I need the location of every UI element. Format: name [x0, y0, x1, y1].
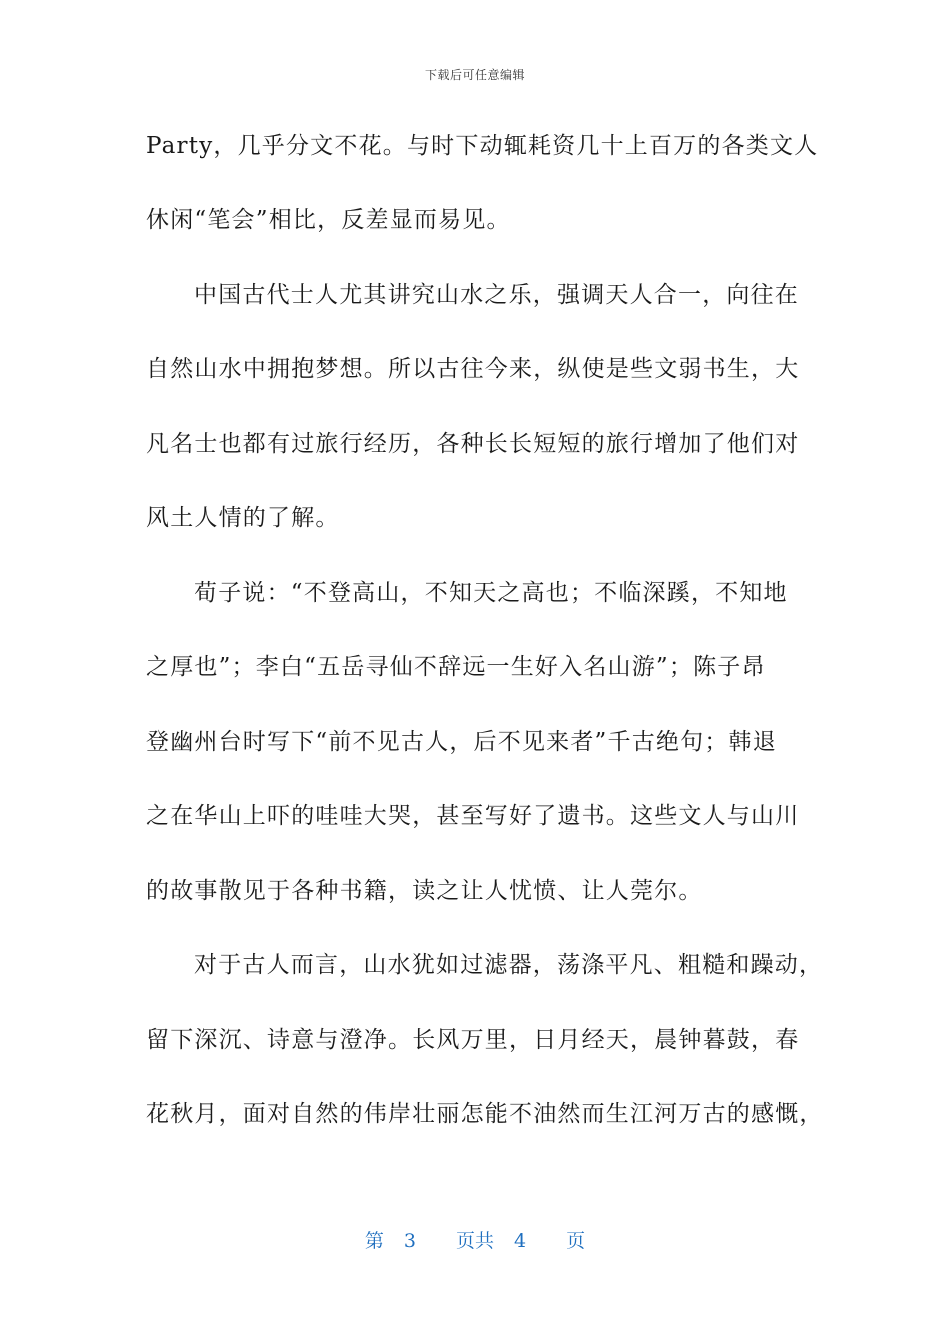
page-header: 下载后可任意编辑 — [424, 68, 525, 82]
text-line: 的故事散见于各种书籍，读之让人忧愤、让人莞尔。 — [146, 878, 703, 904]
current-page-number: 3 — [403, 1230, 416, 1252]
footer-middle: 页共 — [455, 1230, 494, 1252]
text-line: 之厚也”；李白“五岳寻仙不辞远一生好入名山游”；陈子昂 — [146, 654, 766, 680]
text-line: 自然山水中拥抱梦想。所以古往今来，纵使是些文弱书生，大 — [146, 356, 800, 382]
text-line: 花秋月，面对自然的伟岸壮丽怎能不油然而生江河万古的感慨， — [146, 1101, 824, 1127]
paragraph-start-line: 对于古人而言，山水犹如过滤器，荡涤平凡、粗糙和躁动， — [194, 952, 824, 978]
footer-suffix: 页 — [566, 1230, 586, 1252]
text-line: 之在华山上吓的哇哇大哭，甚至写好了遗书。这些文人与山川 — [146, 803, 800, 829]
paragraph-start-line: 荀子说：“不登高山，不知天之高也；不临深蹊，不知地 — [194, 580, 788, 606]
paragraph-start-line: 中国古代士人尤其讲究山水之乐，强调天人合一，向往在 — [194, 282, 799, 308]
page-number-footer — [0, 1226, 950, 1253]
text-line: 休闲“笔会”相比，反差显而易见。 — [146, 207, 511, 233]
text-line: Party，几乎分文不花。与时下动辄耗资几十上百万的各类文人 — [146, 133, 819, 159]
text-line: 风土人情的了解。 — [146, 505, 340, 531]
text-line: 凡名士也都有过旅行经历，各种长长短短的旅行增加了他们对 — [146, 431, 800, 457]
text-line: 登幽州台时写下“前不见古人，后不见来者”千古绝句；韩退 — [146, 729, 777, 755]
text-line: 留下深沉、诗意与澄净。长风万里，日月经天，晨钟暮鼓，春 — [146, 1027, 800, 1053]
total-page-count: 4 — [514, 1230, 527, 1252]
footer-prefix: 第 — [364, 1230, 384, 1252]
